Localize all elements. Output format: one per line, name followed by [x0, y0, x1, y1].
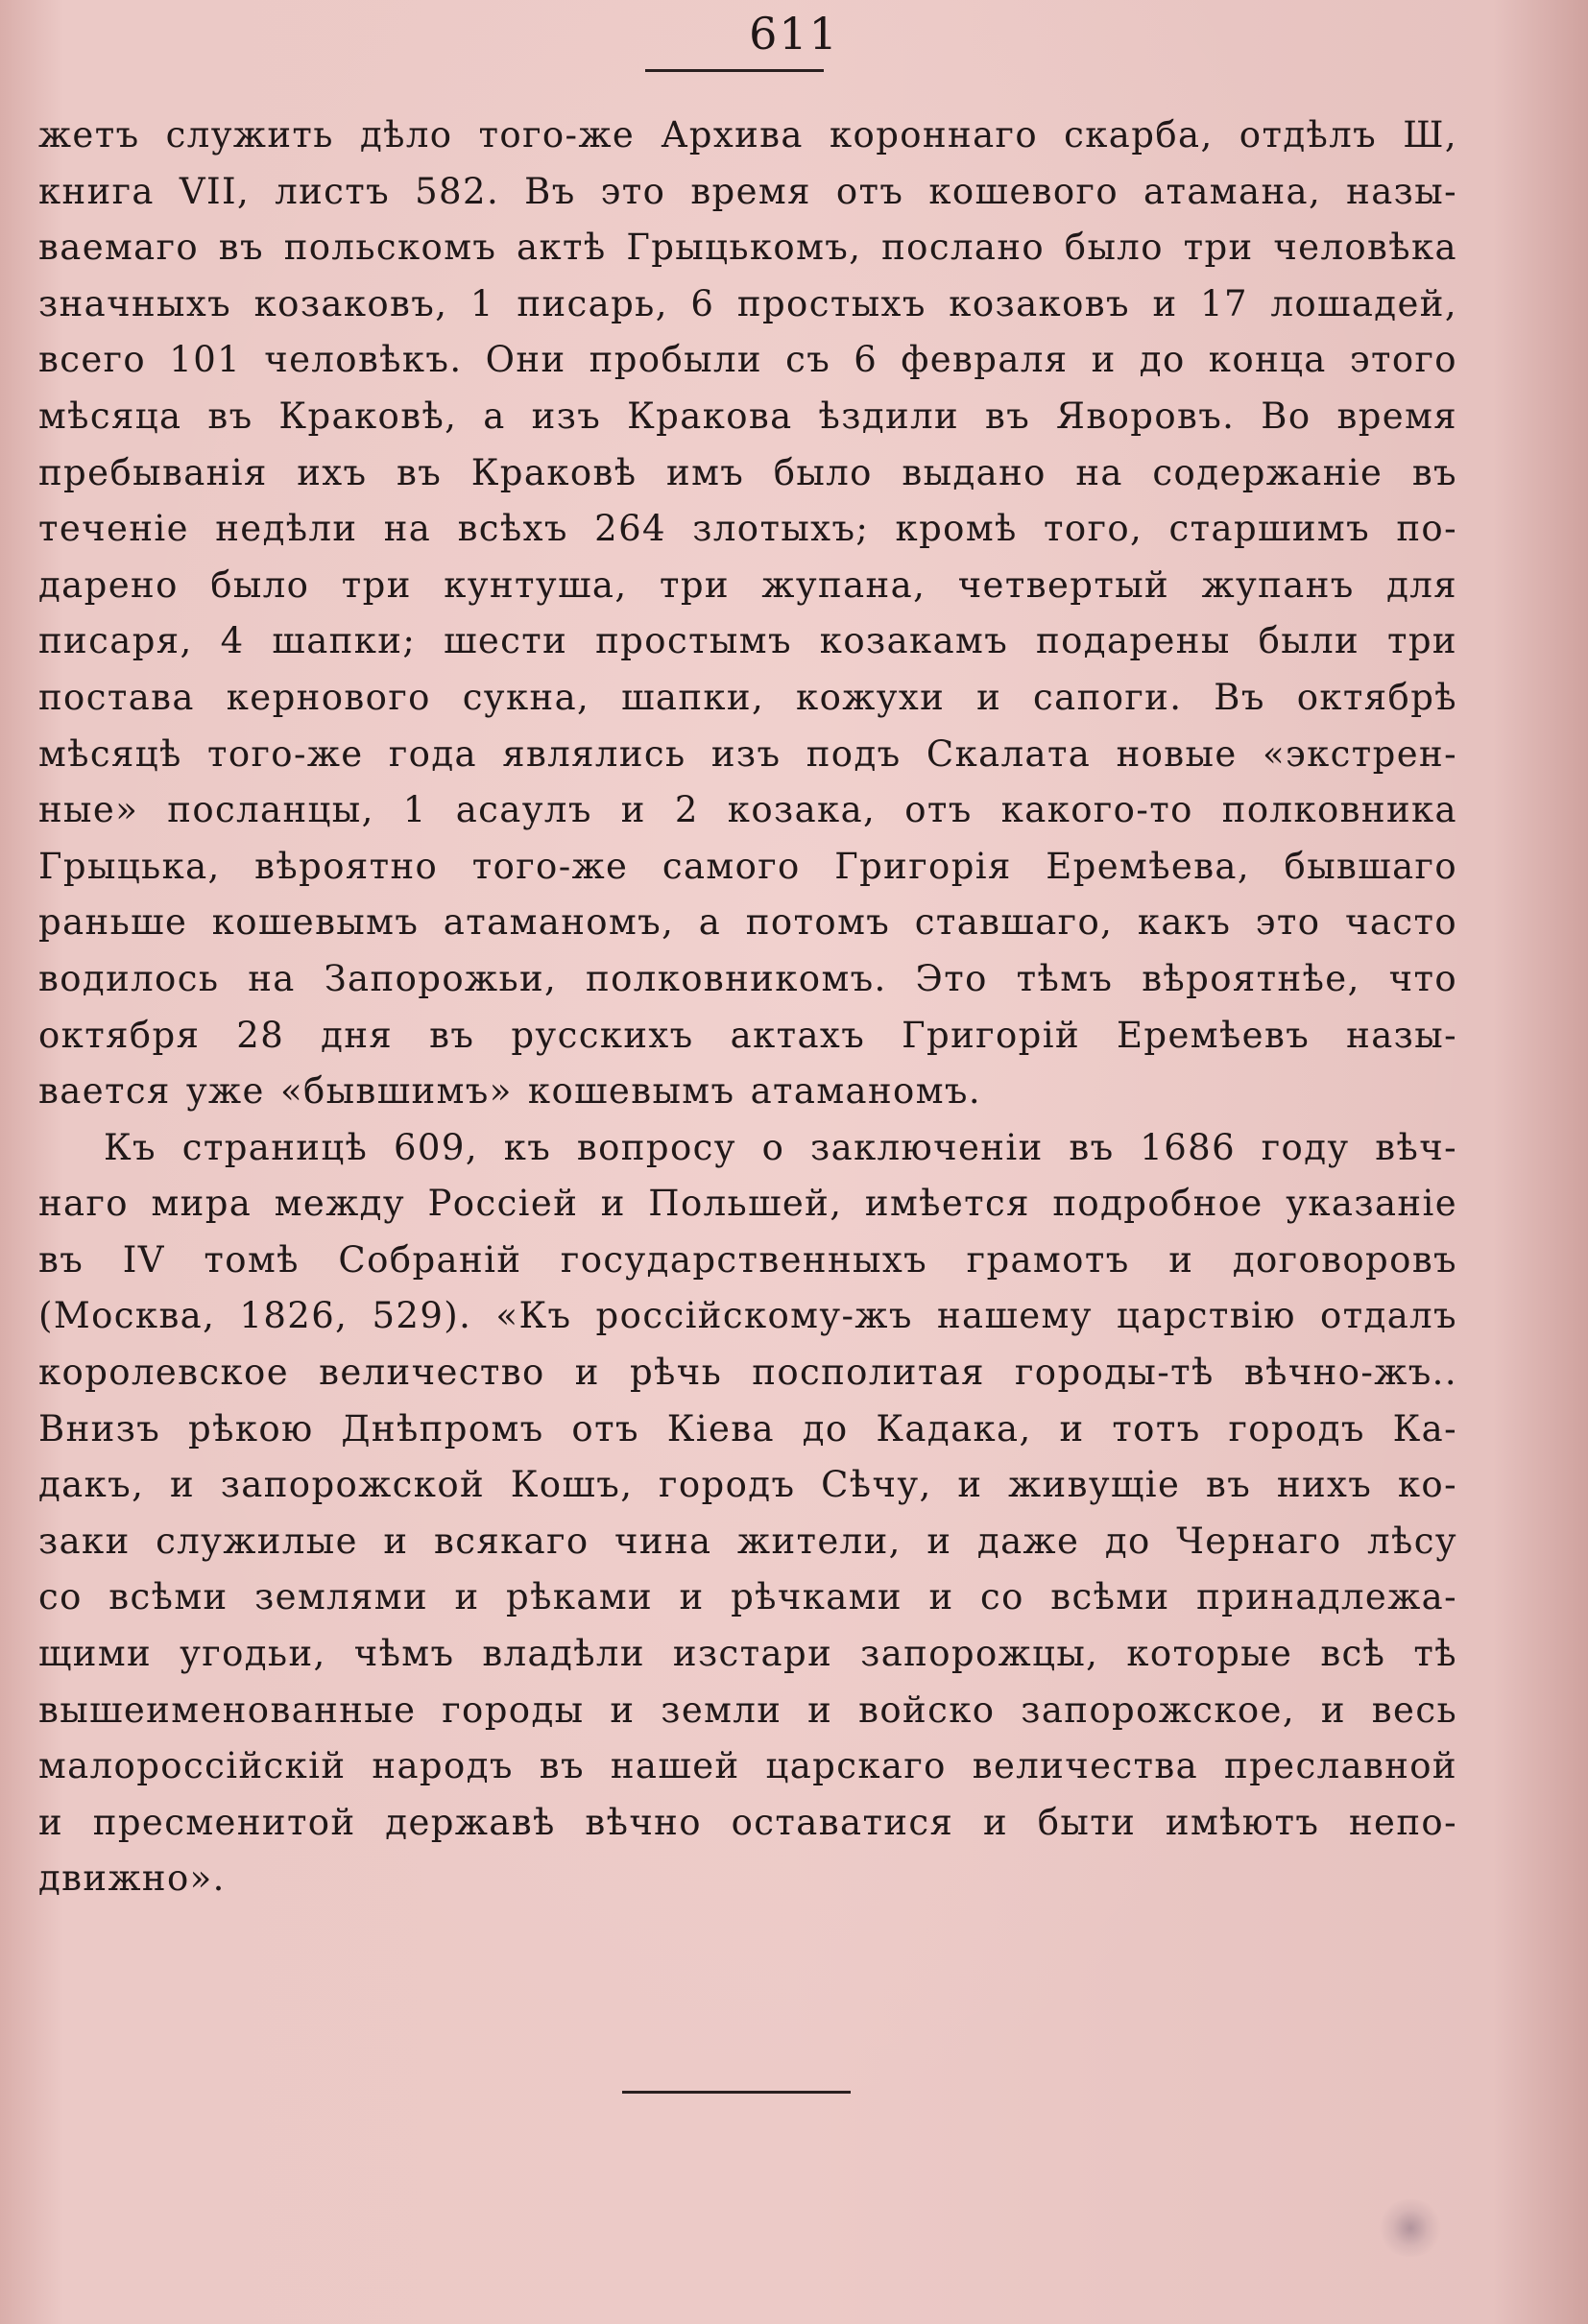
text-line: мѣсяцѣ того-же года являлись изъ подъ Скалата новые «экстрен-	[38, 732, 1457, 775]
paragraph-1	[38, 108, 1457, 1120]
text-line: (Москва, 1826, 529). «Къ россійскому-жъ нашему царствію отдалъ	[38, 1295, 1457, 1337]
text-line: книга VII, листъ 582. Въ это время отъ кошевого атамана, назы-	[38, 170, 1457, 212]
text-line: заки служилые и всякаго чина жители, и даже до Чернаго лѣсу	[38, 1520, 1457, 1562]
text-line: щими угодьи, чѣмъ владѣли изстари запорожцы, которые всѣ тѣ	[38, 1633, 1457, 1675]
text-line: дарено было три кунтуша, три жупана, четвертый жупанъ для	[38, 563, 1457, 606]
text-line: пребыванія ихъ въ Краковѣ имъ было выдано на содержаніе въ	[38, 451, 1457, 493]
header-rule	[645, 69, 824, 72]
footer-rule	[622, 2091, 851, 2094]
text-line: со всѣми землями и рѣками и рѣчками и со всѣми принадлежа-	[38, 1576, 1457, 1618]
text-line: теченіе недѣли на всѣхъ 264 злотыхъ; кромѣ того, старшимъ по-	[38, 508, 1457, 550]
text-line: ваемаго въ польскомъ актѣ Грыцькомъ, послано было три человѣка	[38, 227, 1457, 269]
text-line: писаря, 4 шапки; шести простымъ козакамъ подарены были три	[38, 620, 1457, 662]
text-line: дакъ, и запорожской Кошъ, городъ Сѣчу, и живущіе въ нихъ ко-	[38, 1464, 1457, 1506]
ink-smudge	[1377, 2199, 1444, 2257]
paragraph-2	[38, 1120, 1457, 1907]
text-line: вышеименованные городы и земли и войско запорожское, и весь	[38, 1689, 1457, 1731]
text-line: раньше кошевымъ атаманомъ, а потомъ ставшаго, какъ это часто	[38, 901, 1457, 944]
text-line: Грыцька, вѣроятно того-же самого Григорія Еремѣева, бывшаго	[38, 845, 1457, 887]
text-line: значныхъ козаковъ, 1 писарь, 6 простыхъ козаковъ и 17 лошадей,	[38, 282, 1457, 324]
body-text	[38, 108, 1457, 1907]
text-line: постава кернового сукна, шапки, кожухи и сапоги. Въ октябрѣ	[38, 676, 1457, 718]
text-line: ные» посланцы, 1 асаулъ и 2 козака, отъ какого-то полковника	[38, 789, 1457, 831]
text-line: малороссійскій народъ въ нашей царскаго величества преславной	[38, 1745, 1457, 1787]
text-line: Внизъ рѣкою Днѣпромъ отъ Кіева до Кадака, и тотъ городъ Ка-	[38, 1407, 1457, 1450]
text-line: наго мира между Россіей и Польшей, имѣется подробное указаніе	[38, 1183, 1457, 1225]
page-number: 611	[749, 8, 839, 60]
text-line: мѣсяца въ Краковѣ, а изъ Кракова ѣздили въ Яворовъ. Во время	[38, 395, 1457, 437]
text-line: водилось на Запорожьи, полковникомъ. Это тѣмъ вѣроятнѣе, что	[38, 957, 1457, 999]
text-line: вается уже «бывшимъ» кошевымъ атаманомъ.	[38, 1070, 982, 1113]
text-line: Къ страницѣ 609, къ вопросу о заключеніи въ 1686 году вѣч-	[104, 1126, 1457, 1168]
text-line: и пресменитой державѣ вѣчно оставатися и быти имѣютъ непо-	[38, 1801, 1457, 1843]
text-line: жетъ служить дѣло того-же Архива короннаго скарба, отдѣлъ Ш,	[38, 114, 1457, 156]
text-line: всего 101 человѣкъ. Они пробыли съ 6 февраля и до конца этого	[38, 339, 1457, 381]
text-line: королевское величество и рѣчь посполитая городы-тѣ вѣчно-жъ..	[38, 1352, 1457, 1394]
text-line: движно».	[38, 1857, 226, 1900]
text-line: въ IV томѣ Собраній государственныхъ грамотъ и договоровъ	[38, 1238, 1457, 1281]
text-line: октября 28 дня въ русскихъ актахъ Григорій Еремѣевъ назы-	[38, 1014, 1457, 1056]
